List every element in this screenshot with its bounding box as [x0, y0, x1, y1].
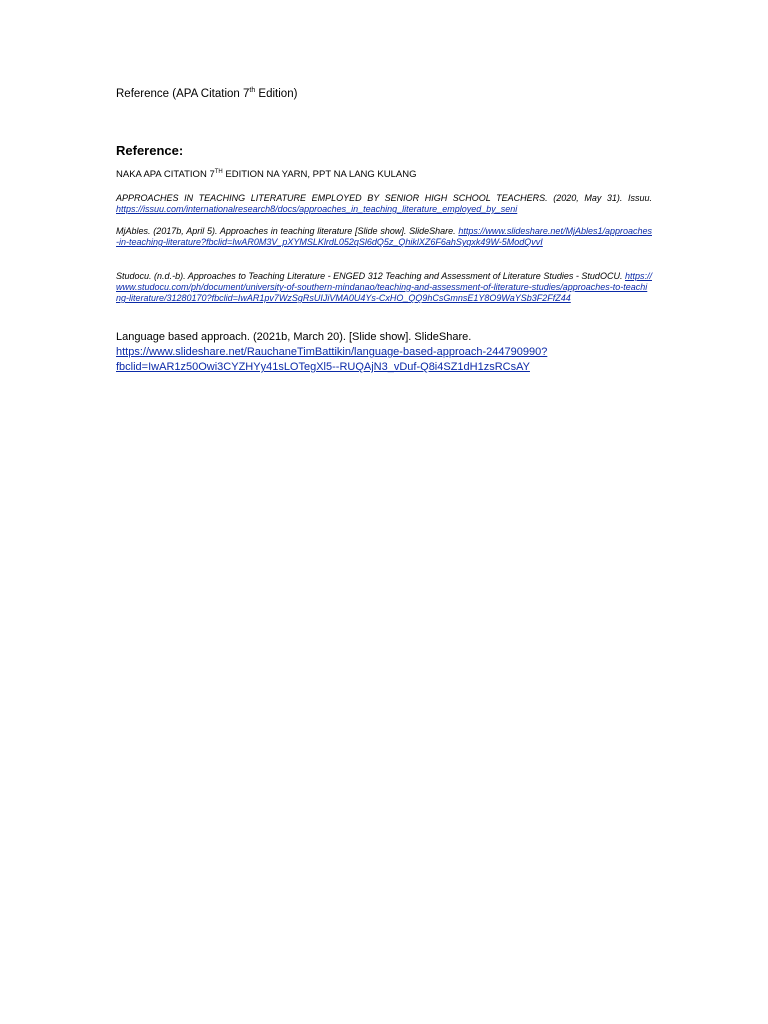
reference-entry — [116, 226, 652, 248]
reference-link-line[interactable]: fbclid=IwAR1z50Owi3CYZHYy41sLOTegXl5--RUQAjN3_vDuf-Q8i4SZ1dH1zsRCsAY — [116, 361, 530, 373]
subheading-superscript: TH — [214, 168, 223, 175]
header-text-end: Edition) — [255, 88, 298, 100]
reference-text: APPROACHES IN TEACHING LITERATURE EMPLOYED BY SENIOR HIGH SCHOOL TEACHERS. (2020, May 31). Issuu. — [116, 193, 652, 203]
reference-text: MjAbles. (2017b, April 5). Approaches in teaching literature [Slide show]. SlideShare. — [116, 226, 459, 236]
subheading-text-end: EDITION NA YARN, PPT NA LANG KULANG — [222, 169, 417, 180]
page-header — [116, 88, 297, 100]
reference-link[interactable]: https://www.studocu.com/ph/document/university-of-southern-mindanao/teaching-and-assessment-of-literature-studies/approaches-to-teaching-literature/31280170?fbclid=IwAR1pv7WzSgRsUIJiVMA0U4Ys-CxHO_QQ9hCsGmnsE1Y8O9WaYSb3F2FfZ44 — [116, 271, 652, 303]
reference-text: Studocu. (n.d.-b). Approaches to Teaching Literature - ENGED 312 Teaching and Assessment of Literature Studies - StudOCU. — [116, 271, 625, 281]
subheading-text: NAKA APA CITATION 7 — [116, 169, 215, 180]
reference-entry — [116, 271, 652, 304]
reference-link[interactable]: https://www.slideshare.net/MjAbles1/approaches-in-teaching-literature?fbclid=IwAR0M3V_pXYMSLKlrdL052qSl6dQ5z_QhiklXZ6F6ahSyqxk49W-5ModQvvI — [116, 226, 652, 247]
reference-link-line[interactable]: https://www.slideshare.net/RauchaneTimBattikin/language-based-approach-244790990? — [116, 346, 548, 358]
reference-text: Language based approach. (2021b, March 20). [Slide show]. SlideShare. — [116, 331, 472, 343]
header-superscript: th — [249, 87, 256, 95]
header-text: Reference (APA Citation 7 — [116, 88, 250, 100]
reference-entry — [116, 193, 652, 215]
reference-link[interactable]: https://issuu.com/internationalresearch8/docs/approaches_in_teaching_literature_employed_by_seni — [116, 204, 518, 214]
reference-heading: Reference: — [116, 143, 184, 158]
reference-entry — [116, 330, 676, 375]
subheading — [116, 169, 416, 180]
reference-link[interactable] — [116, 345, 676, 375]
